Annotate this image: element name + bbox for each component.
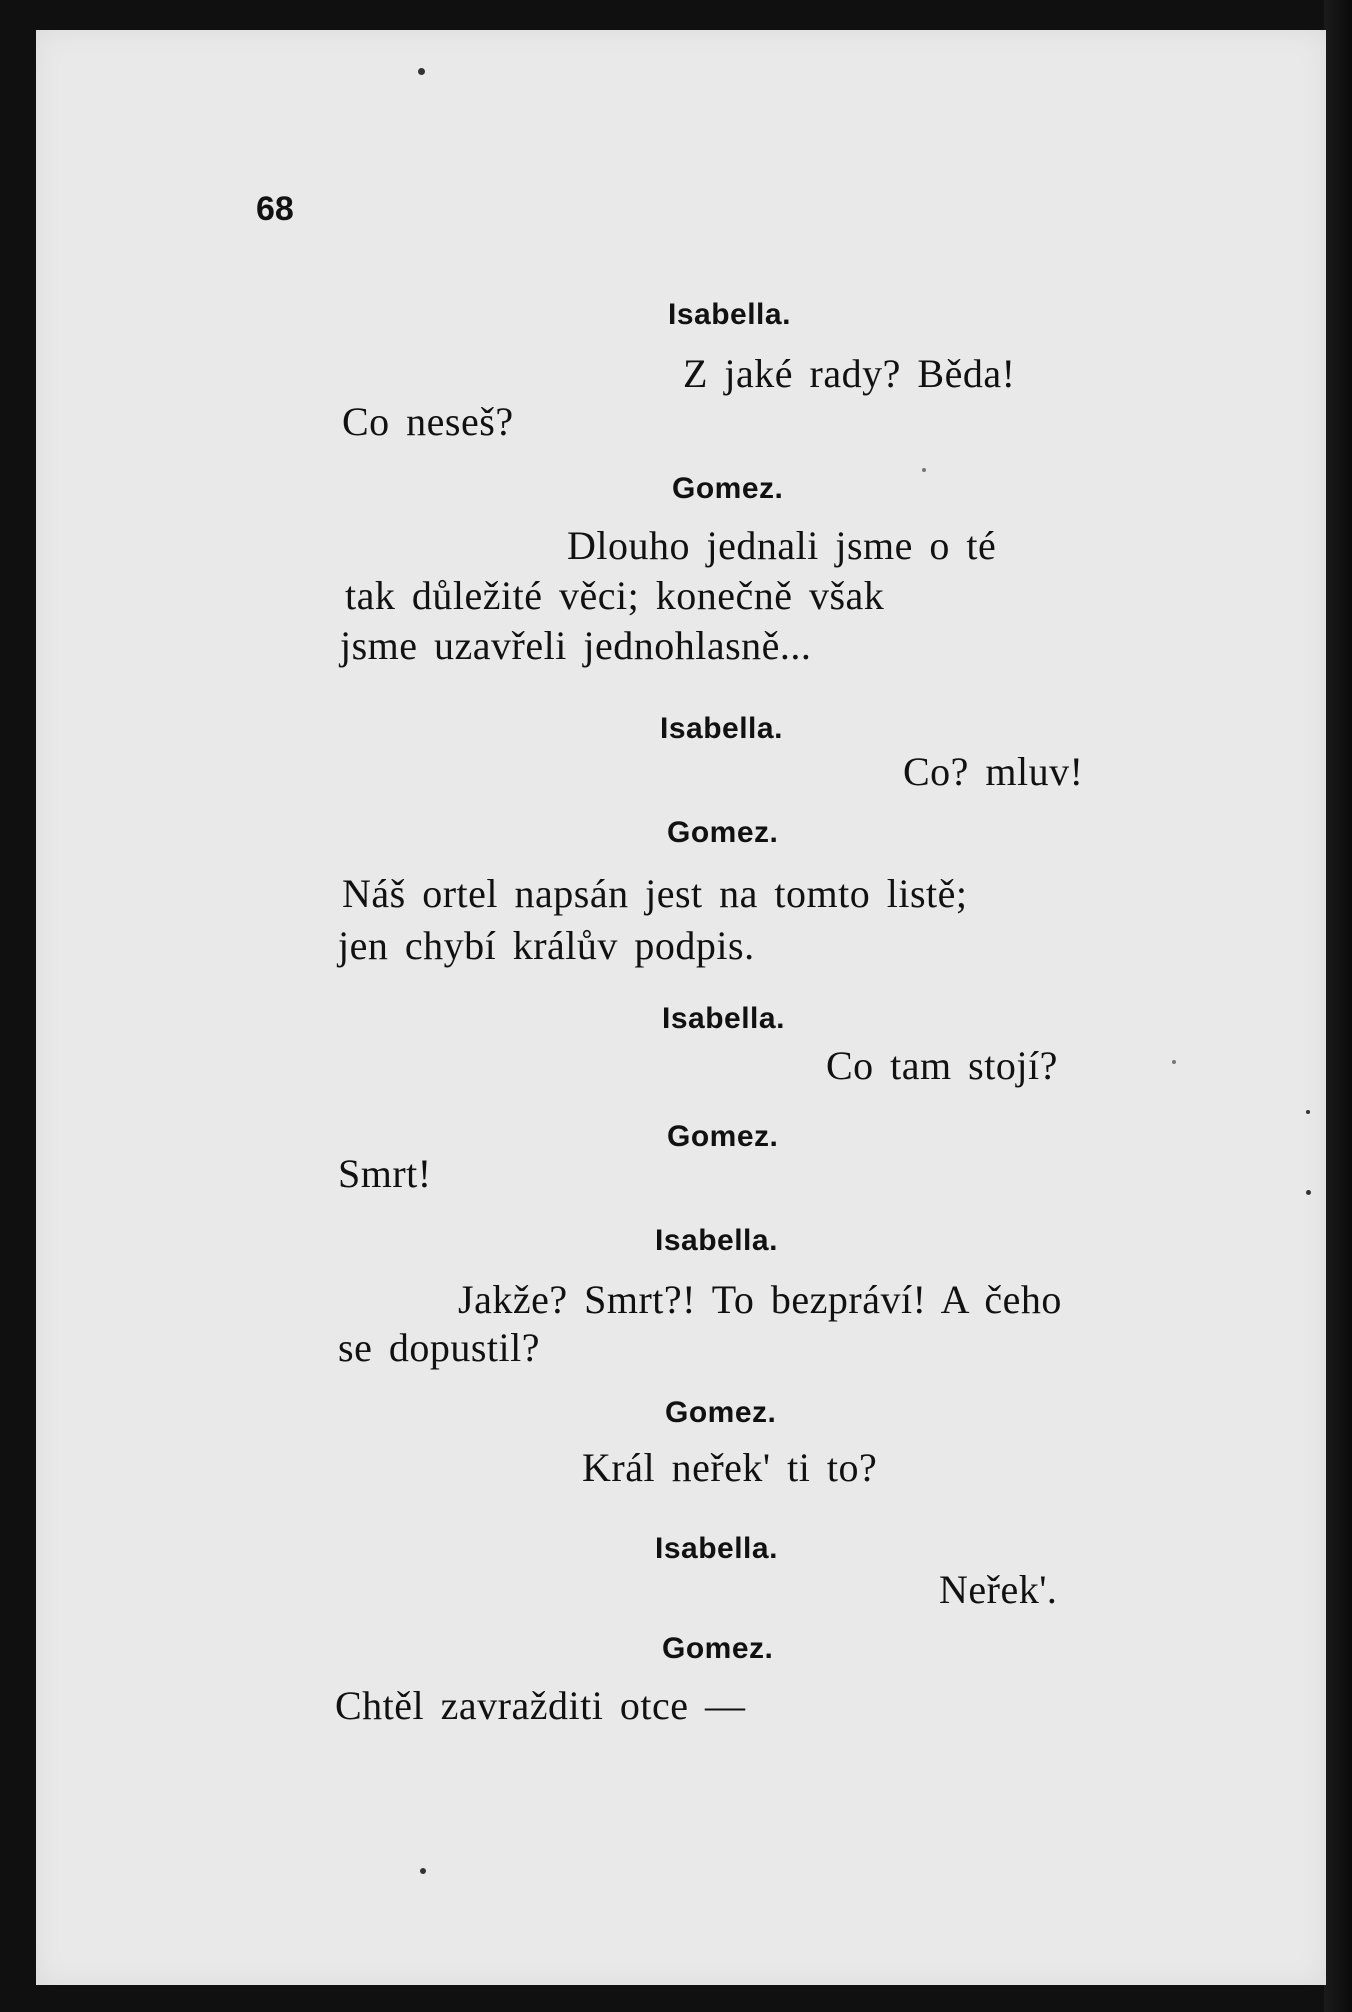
text-line: Král neřek' ti to? <box>582 1445 878 1490</box>
scan-edge-shadow <box>1324 0 1352 2012</box>
text-line: Náš ortel napsán jest na tomto listě; <box>342 871 968 916</box>
dust-speck <box>922 468 926 472</box>
speaker-label: Gomez. <box>665 1396 777 1429</box>
page-number: 68 <box>256 190 294 228</box>
dust-speck <box>1172 1060 1176 1064</box>
text-line: Smrt! <box>338 1151 432 1196</box>
text-line: Co tam stojí? <box>826 1043 1058 1088</box>
text-line: Jakže? Smrt?! To bezpráví! A čeho <box>458 1277 1062 1322</box>
text-line: Co? mluv! <box>903 749 1084 794</box>
speaker-label: Gomez. <box>672 472 784 505</box>
dust-speck <box>418 68 425 75</box>
speaker-label: Isabella. <box>655 1532 778 1565</box>
text-line: se dopustil? <box>338 1325 540 1370</box>
speaker-label: Isabella. <box>655 1224 778 1257</box>
dust-speck <box>1306 1190 1311 1195</box>
speaker-label: Isabella. <box>668 298 791 331</box>
text-line: jen chybí králův podpis. <box>338 923 755 968</box>
text-line: tak důležité věci; konečně však <box>345 573 885 618</box>
text-line: Co neseš? <box>342 399 514 444</box>
speaker-label: Gomez. <box>662 1632 774 1665</box>
text-line: Neřek'. <box>939 1567 1058 1612</box>
text-line: Chtěl zavražditi otce — <box>335 1683 746 1728</box>
speaker-label: Gomez. <box>667 816 779 849</box>
speaker-label: Gomez. <box>667 1120 779 1153</box>
text-line: jsme uzavřeli jednohlasně... <box>340 623 812 668</box>
text-line: Dlouho jednali jsme o té <box>567 523 997 568</box>
dust-speck <box>1306 1110 1310 1114</box>
speaker-label: Isabella. <box>662 1002 785 1035</box>
speaker-label: Isabella. <box>660 712 783 745</box>
dust-speck <box>420 1868 426 1874</box>
text-line: Z jaké rady? Běda! <box>683 351 1016 396</box>
